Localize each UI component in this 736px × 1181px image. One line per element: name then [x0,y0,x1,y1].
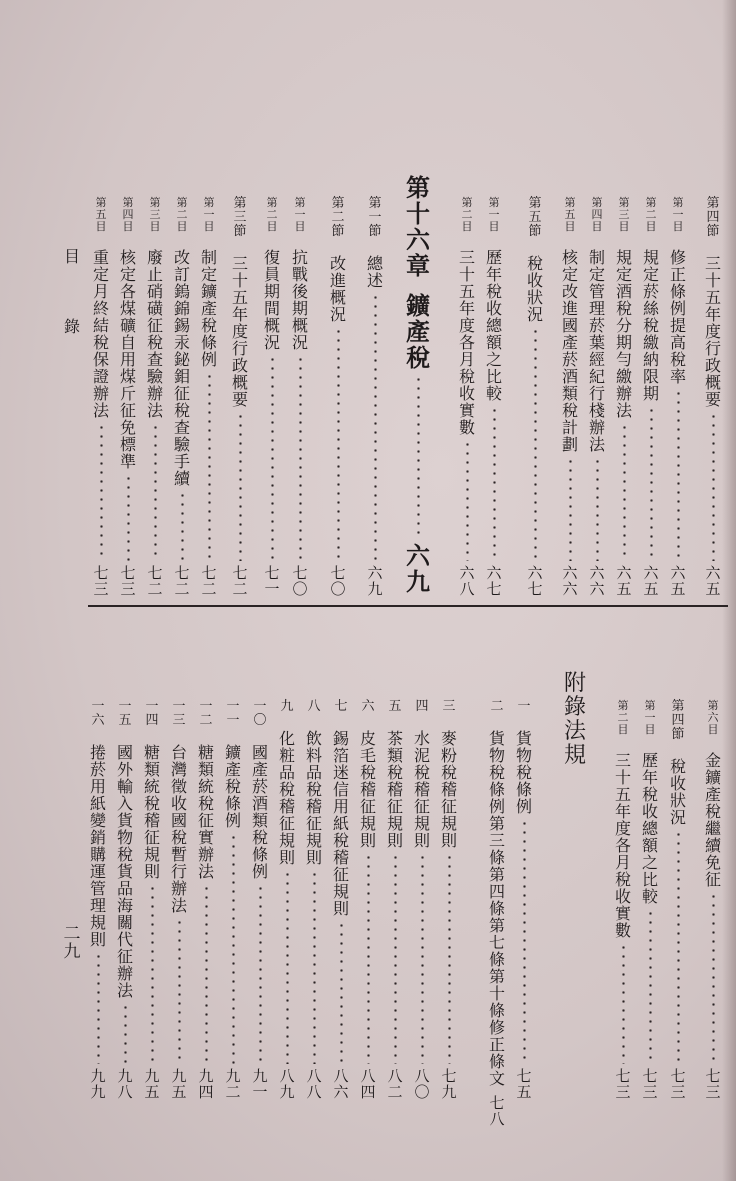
toc-entry[interactable] [263,197,281,597]
entry-title: 化 粧 品 稅 稽 征 規 則 [278,729,295,867]
entry-number: 第 四 目 [591,196,603,233]
toc-entry[interactable] [251,700,269,1100]
chapter-page-number: 六 九 [406,541,430,596]
entry-number: 一 四 [145,699,159,728]
entry-page-number: 八 〇 [414,1067,430,1101]
entry-page-number: 七 九 [441,1067,457,1101]
entry-page-number: 七 三 [93,564,109,598]
entry-title: 總 述 [366,254,383,290]
dot-leader [286,870,289,1064]
entry-page-number: 七 三 [670,1067,686,1101]
toc-entry[interactable] [332,700,350,1100]
toc-entry[interactable] [305,700,323,1100]
dot-leader [97,952,100,1064]
entry-number: 一 二 [199,699,213,728]
entry-title: 廢 止 硝 磺 征 稅 查 驗 辦 法 [146,248,163,420]
entry-title: 核 定 各 煤 礦 自 用 煤 斤 征 免 標 準 [119,248,136,471]
entry-number: 第 五 節 [528,196,542,239]
dot-leader [622,943,625,1064]
toc-entry[interactable] [458,197,476,597]
toc-entry[interactable] [386,700,404,1100]
entry-number: 第 一 目 [203,196,215,233]
entry-page-number: 七 二 [147,564,163,598]
entry-title: 規 定 菸 絲 稅 繳 納 限 期 [642,248,659,403]
entry-number: 一 〇 [253,699,267,728]
dot-leader [299,355,302,561]
entry-title: 麥 粉 稅 稽 征 規 則 [440,729,457,850]
entry-title: 皮 毛 稅 稽 征 規 則 [359,729,376,850]
page-folio: 二 九 [63,924,81,962]
entry-page-number: 六 七 [527,564,543,598]
entry-number: 一 一 [226,699,240,728]
dot-leader [259,884,262,1064]
entry-number: 九 [280,699,294,714]
entry-number: 第 三 節 [233,196,247,239]
dot-leader [313,870,316,1064]
dot-leader [596,457,599,561]
entry-page-number: 六 八 [459,564,475,598]
entry-number: 第 二 目 [461,196,473,233]
entry-number: 八 [307,699,321,714]
entry-title: 鑛 產 稅 條 例 [224,743,241,830]
entry-page-number: 六 五 [705,564,721,598]
dot-leader [205,884,208,1064]
toc-entry[interactable] [614,700,632,1100]
entry-title: 飲 料 品 稅 稽 征 規 則 [305,729,322,867]
entry-page-number: 七 三 [705,1067,721,1101]
entry-page-number: 八 八 [306,1067,322,1101]
toc-entry[interactable] [197,700,215,1100]
entry-page-number: 七 二 [174,564,190,598]
dot-leader [337,327,340,561]
entry-page-number: 六 六 [562,564,578,598]
entry-number: 四 [415,699,429,714]
dot-leader [448,853,451,1064]
toc-entry[interactable] [291,197,309,597]
toc-entry[interactable] [642,197,660,597]
toc-entry[interactable] [119,197,137,597]
entry-number: 一 三 [172,699,186,728]
dot-leader [712,412,715,561]
entry-number: 第 一 節 [368,196,382,239]
entry-number: 第 三 目 [149,196,161,233]
entry-page-number: 七 五 [516,1067,532,1101]
dot-leader [124,1003,127,1064]
entry-title: 抗 戰 後 期 概 況 [291,248,308,352]
entry-number: 第 一 目 [488,196,500,233]
entry-title: 修 正 條 例 提 高 稅 率 [669,248,686,386]
dot-leader [239,412,242,561]
entry-number: 第 二 目 [645,196,657,233]
entry-number: 一 [517,699,531,714]
appendix-heading: 附 錄 法 規 [563,671,586,768]
entry-number: 第 六 目 [707,699,719,736]
entry-page-number: 七 〇 [330,564,346,598]
entry-page-number: 七 三 [120,564,136,598]
entry-page-number: 六 五 [670,564,686,598]
entry-title: 國 產 菸 酒 類 稅 條 例 [251,743,268,881]
dot-leader [271,355,274,561]
entry-title: 錫 箔 迷 信 用 紙 稅 稽 征 規 則 [332,729,349,918]
dot-leader [534,327,537,561]
entry-title: 稅 收 狀 況 [669,757,686,827]
dot-leader [154,423,157,561]
dot-leader [417,375,420,539]
entry-title: 制 定 管 理 菸 葉 經 紀 行 棧 辦 法 [588,248,605,454]
dot-leader [493,406,496,561]
entry-number: 第 四 目 [122,196,134,233]
page-edge-shadow [722,0,736,1181]
entry-number: 第 一 目 [294,196,306,233]
toc-entry[interactable] [278,700,296,1100]
dot-leader [623,423,626,561]
entry-page-number: 六 七 [486,564,502,598]
dot-leader [340,921,343,1064]
entry-page-number: 九 五 [144,1067,160,1101]
dot-leader [523,819,526,1064]
toc-entry[interactable] [173,197,191,597]
entry-number: 第 一 目 [672,196,684,233]
dot-leader [712,892,715,1064]
entry-number: 六 [361,699,375,714]
toc-entry[interactable] [116,700,134,1100]
entry-title: 糖 類 統 稅 稽 征 規 則 [143,743,160,881]
dot-leader [232,833,235,1064]
entry-title: 歷 年 稅 收 總 額 之 比 較 [641,751,658,906]
entry-title: 貨 物 稅 條 例 第 三 條 第 四 條 第 七 條 第 十 條 修 正 條 文 [488,729,505,1088]
entry-title: 貨 物 稅 條 例 [515,729,532,816]
entry-page-number: 六 五 [643,564,659,598]
entry-number: 第 二 目 [176,196,188,233]
entry-number: 第 二 節 [331,196,345,239]
chapter-title: 第 十 六 章 鑛 產 稅 [406,173,430,372]
entry-title: 核 定 改 進 國 產 菸 酒 類 稅 計 劃 [561,248,578,454]
entry-title: 規 定 酒 稅 分 期 勻 繳 辦 法 [615,248,632,420]
entry-number: 第 五 目 [564,196,576,233]
toc-entry[interactable] [440,700,458,1100]
entry-title: 三 十 五 年 度 行 政 概 要 [231,254,248,409]
dot-leader [367,853,370,1064]
toc-entry[interactable] [588,197,606,597]
toc-entry[interactable] [359,700,377,1100]
entry-title: 糖 類 統 稅 征 實 辦 法 [197,743,214,881]
entry-page-number: 八 六 [333,1067,349,1101]
entry-page-number: 九 九 [90,1067,106,1101]
entry-title: 三 十 五 年 度 行 政 概 要 [704,254,721,409]
entry-title: 重 定 月 終 結 稅 保 證 辦 法 [92,248,109,420]
toc-entry[interactable] [170,700,188,1100]
toc-entry[interactable] [366,197,384,597]
entry-number: 七 [334,699,348,714]
toc-entry[interactable] [224,700,242,1100]
entry-title: 茶 類 稅 稽 征 規 則 [386,729,403,850]
entry-page-number: 七 〇 [292,564,308,598]
entry-page-number: 七 一 [264,564,280,598]
entry-page-number: 九 八 [117,1067,133,1101]
toc-entry[interactable] [143,700,161,1100]
section-divider [88,605,728,607]
entry-page-number: 八 九 [279,1067,295,1101]
entry-title: 改 進 概 況 [329,254,346,324]
toc-entry[interactable] [89,700,107,1100]
entry-title: 改 訂 鎢 錦 錫 汞 鉍 鉬 征 稅 查 驗 手 續 [173,248,190,488]
entry-page-number: 六 九 [367,564,383,598]
entry-title: 水 泥 稅 稽 征 規 則 [413,729,430,850]
entry-page-number: 九 二 [225,1067,241,1101]
entry-number: 第 四 節 [671,699,685,742]
entry-number: 三 [442,699,456,714]
toc-entry[interactable] [200,197,218,597]
entry-title: 國 外 輸 入 貨 物 稅 貨 品 海 關 代 征 辦 法 [116,743,133,1000]
entry-page-number: 七 三 [642,1067,658,1101]
dot-leader [421,853,424,1064]
dot-leader [677,389,680,561]
entry-title: 金 鑛 產 稅 繼 續 免 征 [704,751,721,889]
dot-leader [208,372,211,561]
running-head: 目 錄 [63,247,80,336]
entry-number: 第 三 目 [618,196,630,233]
toc-entry[interactable] [413,700,431,1100]
entry-title: 復 員 期 間 概 況 [263,248,280,352]
toc-entry[interactable] [704,700,722,1100]
entry-number: 第 五 目 [95,196,107,233]
entry-number: 第 一 目 [644,699,656,736]
toc-entry[interactable] [515,700,533,1100]
entry-number: 第 二 目 [266,196,278,233]
toc-entry[interactable] [641,700,659,1100]
entry-page-number: 九 五 [171,1067,187,1101]
dot-leader [650,406,653,561]
dot-leader [569,457,572,561]
toc-entry[interactable] [231,197,249,597]
toc-entry[interactable] [488,699,506,1128]
dot-leader [374,293,377,561]
dot-leader [394,853,397,1064]
entry-page-number: 七 二 [232,564,248,598]
entry-page-number: 九 四 [198,1067,214,1101]
entry-number: 五 [388,699,402,714]
toc-entry[interactable] [92,197,110,597]
entry-title: 三 十 五 年 度 各 月 稅 收 實 數 [614,751,631,940]
dot-leader [151,884,154,1064]
entry-page-number: 七 三 [615,1067,631,1101]
toc-entry[interactable] [615,197,633,597]
entry-number: 第 四 節 [706,196,720,239]
entry-page-number: 六 五 [616,564,632,598]
entry-page-number: 七 二 [201,564,217,598]
entry-number: 一 六 [91,699,105,728]
toc-entry[interactable] [485,197,503,597]
entry-title: 制 定 鑛 產 稅 條 例 [200,248,217,369]
entry-title: 台 灣 徵 收 國 稅 暫 行 辦 法 [170,743,187,915]
dot-leader [649,909,652,1064]
toc-entry[interactable] [669,700,687,1100]
entry-title: 稅 收 狀 況 [526,254,543,324]
entry-title: 捲 菸 用 紙 變 銷 購 運 管 理 規 則 [89,743,106,949]
entry-number: 二 [490,699,504,714]
dot-leader [100,423,103,561]
dot-leader [178,918,181,1064]
entry-page-number: 八 二 [387,1067,403,1101]
entry-number: 一 五 [118,699,132,728]
toc-entry[interactable] [561,197,579,597]
toc-entry[interactable] [704,197,722,597]
toc-entry[interactable] [146,197,164,597]
dot-leader [466,440,469,561]
entry-page-number: 七 八 [489,1094,505,1128]
dot-leader [127,474,130,561]
dot-leader [677,830,680,1064]
entry-page-number: 九 一 [252,1067,268,1101]
entry-title: 歷 年 稅 收 總 額 之 比 較 [485,248,502,403]
dot-leader [181,491,184,561]
toc-entry[interactable] [669,197,687,597]
entry-page-number: 六 六 [589,564,605,598]
toc-entry[interactable] [329,197,347,597]
entry-number: 第 二 目 [617,699,629,736]
entry-page-number: 八 四 [360,1067,376,1101]
toc-entry[interactable] [526,197,544,597]
entry-title: 三 十 五 年 度 各 月 稅 收 實 數 [458,248,475,437]
